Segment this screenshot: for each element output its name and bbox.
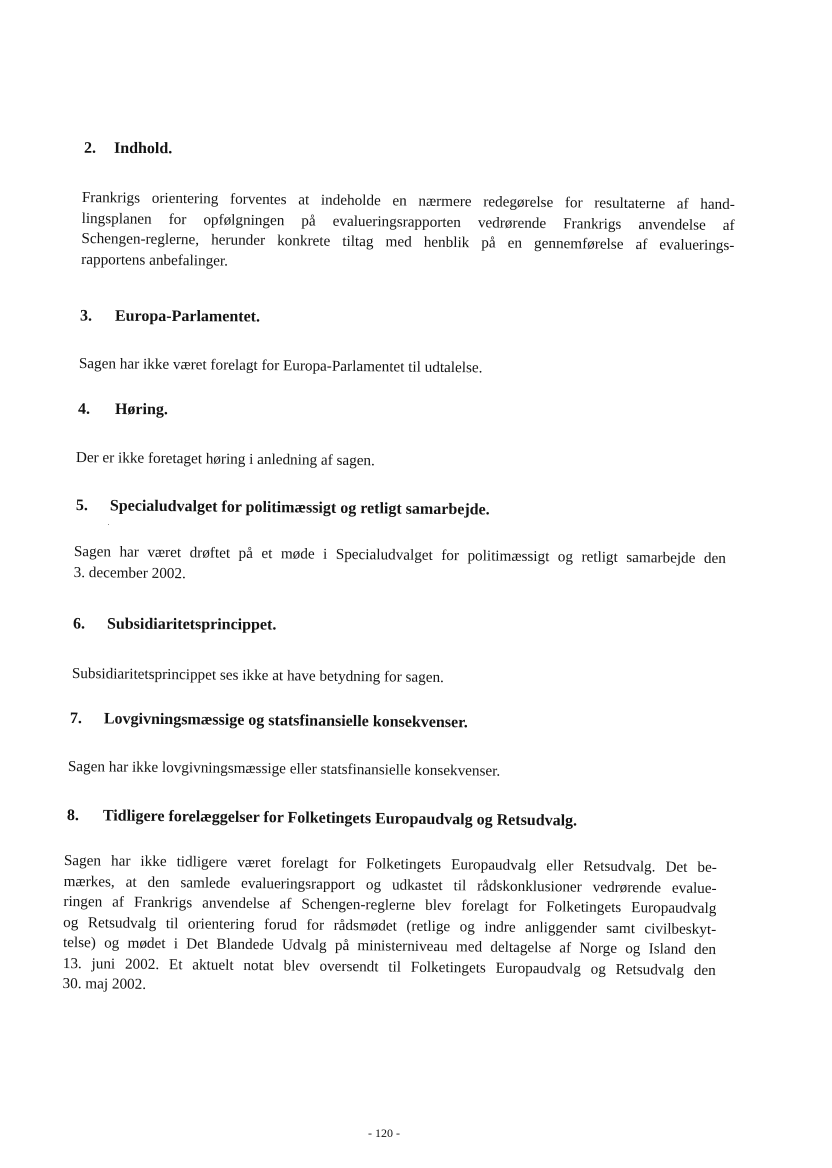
section-8-heading <box>67 806 577 832</box>
section-8-line-6: 13. juni 2002. Et aktuelt notat blev oversendt til Folketingets Europaudvalg og Retsudvalg den <box>62 954 716 979</box>
section-8-number: 8. <box>66 806 79 825</box>
section-7-body <box>68 757 501 782</box>
section-3-line-1: Sagen har ikke været forelagt for Europa-Parlamentet til udtalelse. <box>78 354 483 377</box>
section-5-title: Specialudvalget for politimæssigt og retligt samarbejde. <box>109 497 490 519</box>
section-5-body <box>74 542 726 590</box>
section-7-heading <box>70 709 468 733</box>
section-5-line-2: 3. december 2002. <box>73 563 186 582</box>
section-4-heading <box>78 400 168 420</box>
section-2-line-3: Schengen-reglerne, herunder konkrete tiltag med henblik på en gennemførelse af evaluerings- <box>81 229 735 255</box>
section-8-line-4: og Retsudvalg til orientering forud for rådsmødet (retlige og indre anliggender samt civilbeskyt- <box>63 913 717 938</box>
section-2-number: 2. <box>83 139 97 157</box>
page-number: - 120 - <box>368 1126 400 1140</box>
section-8-line-1: Sagen har ikke tidligere været forelagt for Folketingets Europaudvalg eller Retsudvalg. Det be- <box>63 851 717 877</box>
section-3-title: Europa-Parlamentet. <box>114 307 261 326</box>
section-4-title: Høring. <box>114 400 168 419</box>
section-6-title: Subsidiaritetsprincippet. <box>106 615 277 634</box>
section-7-number: 7. <box>69 709 82 728</box>
section-4-body <box>76 448 375 472</box>
section-3-number: 3. <box>79 307 93 325</box>
section-3-body <box>79 354 483 379</box>
section-2-line-1: Frankrigs orientering forventes at indeholde en nærmere redegørelse for resultaterne af hand- <box>81 188 735 214</box>
section-6-heading <box>73 614 276 635</box>
section-2-line-4: rapportens anbefalinger. <box>81 250 229 270</box>
section-3-heading <box>80 307 260 328</box>
section-7-line-1: Sagen har ikke lovgivningsmæssige eller statsfinansielle konsekvenser. <box>67 757 501 780</box>
section-6-body <box>72 664 444 689</box>
section-8-body <box>62 851 717 1002</box>
section-6-line-1: Subsidiaritetsprincippet ses ikke at have betydning for sagen. <box>71 664 444 687</box>
section-5-heading <box>76 496 490 520</box>
section-5-line-1: Sagen har været drøftet på et møde i Specialudvalget for politimæssigt og retligt samarbejde den <box>73 542 726 568</box>
section-8-line-7: 30. maj 2002. <box>62 974 147 993</box>
section-4-number: 4. <box>77 400 91 418</box>
section-4-line-1: Der er ikke foretaget høring i anledning af sagen. <box>75 448 375 470</box>
section-2-heading <box>84 139 172 159</box>
section-6-number: 6. <box>72 615 86 633</box>
section-8-line-3: ringen af Frankrigs anvendelse af Schengen-reglerne blev forelagt for Folketingets Europaudvalg <box>63 892 717 918</box>
section-2-line-2: lingsplanen for opfølgningen på evalueringsrapporten vedrørende Frankrigs anvendelse af <box>81 209 735 234</box>
section-7-title: Lovgivningsmæssige og statsfinansielle konsekvenser. <box>103 710 468 732</box>
section-2-body <box>81 188 735 277</box>
section-8-title: Tidligere forelæggelser for Folketingets Europaudvalg og Retsudvalg. <box>102 807 578 830</box>
section-2-title: Indhold. <box>113 139 173 158</box>
section-8-line-2: mærkes, at den samlede evalueringsrapport og udkastet til rådskonklusioner vedrørende evalue- <box>63 872 717 897</box>
section-5-number: 5. <box>75 496 88 515</box>
scan-speck <box>108 524 109 525</box>
section-8-line-5: telse) og mødet i Det Blandede Udvalg på ministerniveau med deltagelse af Norge og Island den <box>62 933 717 959</box>
